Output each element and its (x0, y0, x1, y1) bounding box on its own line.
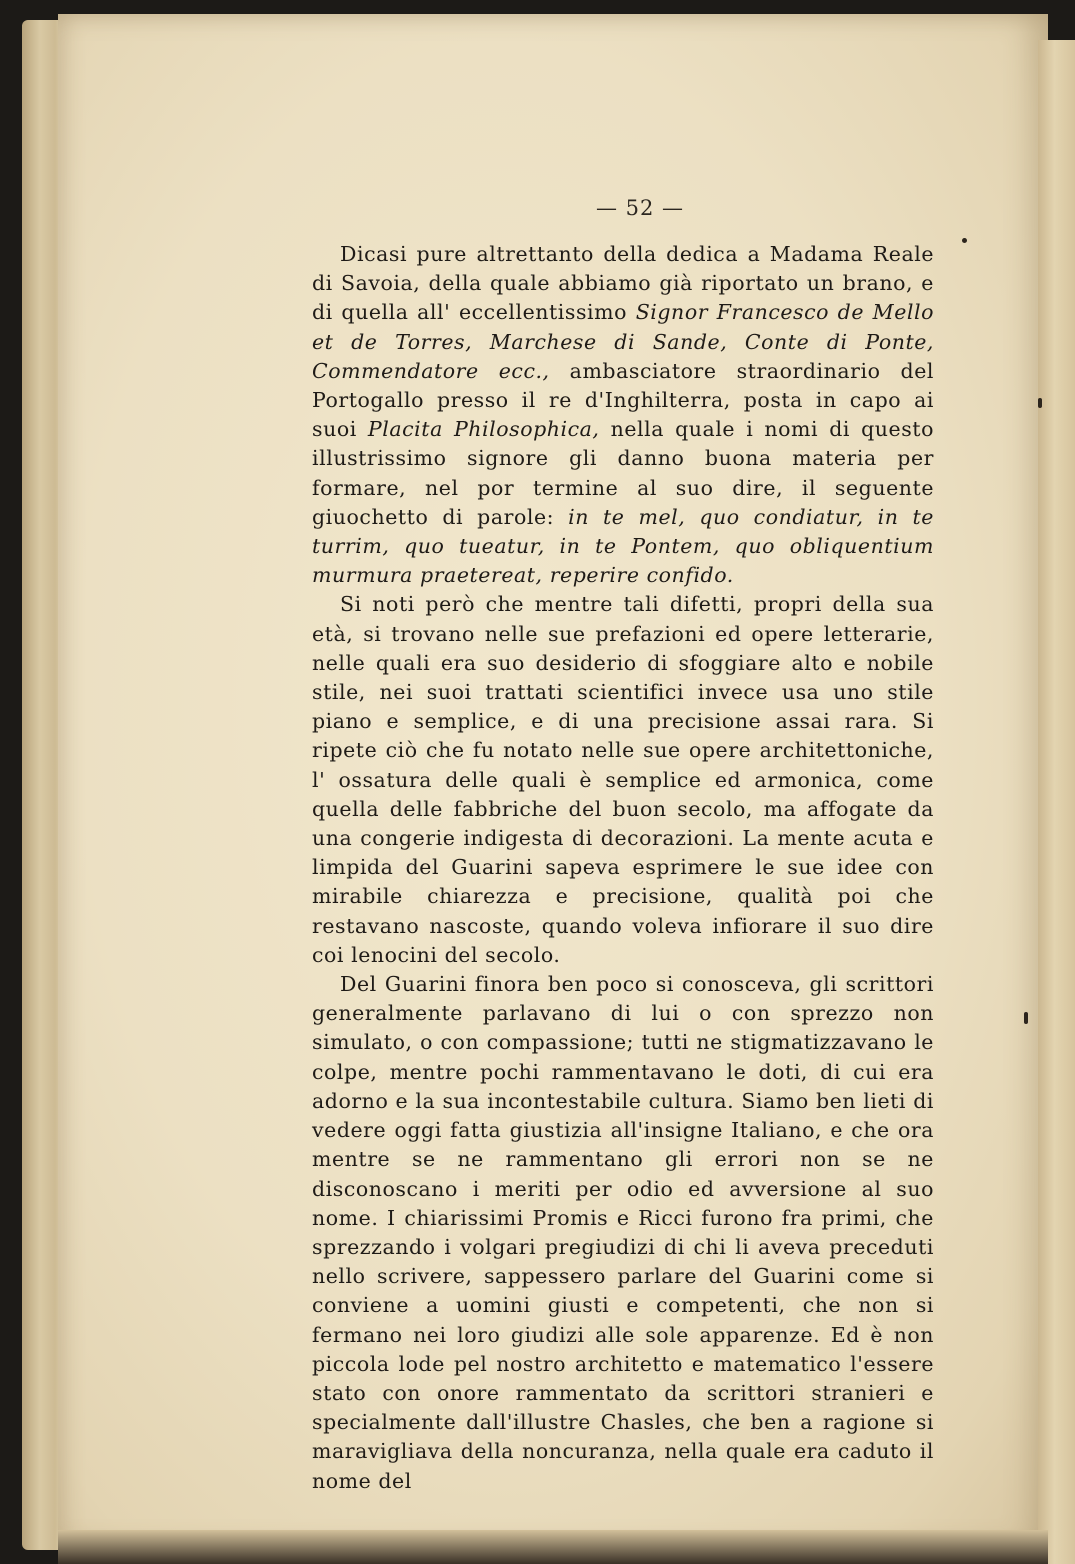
page-number: — 52 — (595, 196, 685, 220)
paragraph-text: nella quale i nomi di questo illustrissimo signore gli danno buona materia per formare, nel por termine al suo dire, il seguente giuochetto di parole: (312, 417, 934, 529)
paragraph-text-italic: in te mel, quo condiatur, in te turrim, quo tueatur, in te Pontem, quo obliquentium murmura praetereat, reperire confido. (312, 504, 934, 588)
body-text (312, 240, 934, 1496)
paragraph-text: Del Guarini finora ben poco si conosceva, gli scrittori generalmente parlavano di lui o con sprezzo non simulato, o con compassione; tutti ne stigmatizzavano le colpe, mentre pochi rammentavano le doti, di cui era adorno e la sua incontestabile cultura. Siamo ben lieti di vedere oggi fatta giustizia all'insigne Italiano, e che ora mentre se ne rammentano gli errori non se ne disconoscano i meriti per odio ed avversione al suo nome. I chiarissimi Promis e Ricci furono fra primi, che sprezzando i volgari pregiudizi di chi li aveva preceduti nello scrivere, sappessero parlare del Guarini come si conviene a uomini giusti e competenti, che non si fermano nei loro giudizi alle sole apparenze. Ed è non piccola lode pel nostro architetto e matematico l'essere stato con onore rammentato da scrittori stranieri e specialmente dall'illustre Chasles, che ben a ragione si maravigliava della noncuranza, nella quale era caduto il nome del (312, 972, 934, 1493)
paragraph-text: Dicasi pure altrettanto della dedica a Madama Reale di Savoia, della quale abbiamo già riportato un brano, e di quella all' eccellentissimo (312, 242, 934, 325)
ink-speck (1024, 1012, 1028, 1024)
paragraph-text-italic: Signor Francesco de Mello et de Torres, Marchese di Sande, Conte di Ponte, Commendatore ecc., (312, 300, 934, 383)
paragraph (312, 970, 934, 1496)
paragraph-text: Si noti però che mentre tali difetti, propri della sua età, si trovano nelle sue prefazioni ed opere letterarie, nelle quali era suo desiderio di sfoggiare alto e nobile stile, nei suoi trattati scientifici invece usa uno stile piano e semplice, e di una precisione assai rara. Si ripete ciò che fu notato nelle sue opere architettoniche, l' ossatura delle quali è semplice ed armonica, come quella delle fabbriche del buon secolo, ma affogate da una congerie indigesta di decorazioni. La mente acuta e limpida del Guarini sapeva esprimere le sue idee con mirabile chiarezza e precisione, qualità poi che restavano nascoste, quando voleva infiorare il suo dire coi lenocini del secolo. (312, 592, 934, 967)
ink-speck (962, 238, 967, 243)
scan-bottom-shadow (58, 1530, 1048, 1564)
page-edges-right (1038, 40, 1075, 1564)
paragraph-text: ambasciatore straordinario del Portogallo presso il re d'Inghilterra, posta in capo ai suoi (312, 358, 934, 442)
paragraph (312, 590, 934, 970)
paragraph (312, 240, 934, 590)
ink-speck (1038, 398, 1042, 408)
paragraph-text-italic: Placita Philosophica, (367, 417, 600, 442)
